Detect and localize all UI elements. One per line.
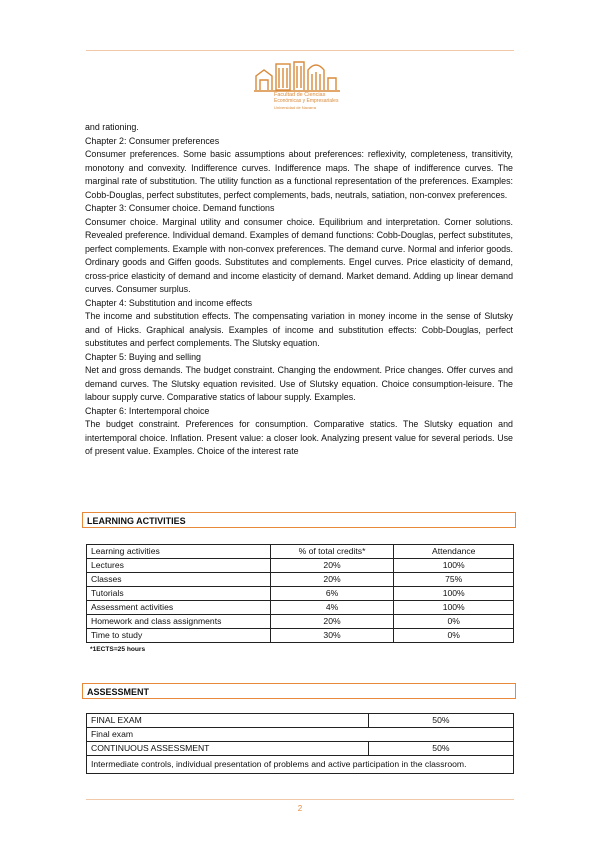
chapter-body: The income and substitution effects. The compensating variation in money income in the sense of Slutsky and of Hicks. Graphical analysis. Examples of income and substitution effects: Cobb-Douglas, perfect substitutes and perfect complements. The Slutsky equation. bbox=[85, 311, 513, 348]
chapter-body: Consumer choice. Marginal utility and consumer choice. Equilibrium and interpretation. Corner solutions. Revealed preference. Individual demand. Examples of demand functions: Cobb-Douglas, perfect substitutes, perfect complements. Example with non-convex preferences. The demand curve. Normal and inferior goods. Ordinary goods and Giffen goods. Substitutes and complements. Engel curves. Price elasticity of demand, cross-price elasticity of demand and income elasticity of demand. Market demand. Adding up linear demand curves. Consumer surplus. bbox=[85, 216, 513, 294]
faculty-logo bbox=[252, 58, 342, 114]
syllabus-text bbox=[85, 121, 513, 459]
credits-cell: 20% bbox=[270, 573, 394, 587]
table-row bbox=[87, 559, 514, 573]
table-row bbox=[87, 573, 514, 587]
header-rule bbox=[86, 50, 514, 51]
attendance-cell: 0% bbox=[394, 615, 514, 629]
credits-cell: 6% bbox=[270, 587, 394, 601]
page-number: 2 bbox=[297, 804, 303, 813]
activity-cell: Tutorials bbox=[87, 587, 271, 601]
chapter-body: Consumer preferences. Some basic assumptions about preferences: reflexivity, completeness, transitivity, monotony and convexity. Indifference curves. Indifference maps. The shape of indifference curves. The marginal rate of substitution. The utility function as a functional representation of the preferences. Examples: Cobb-Douglas, perfect substitutes, perfect complements, bads, neutrals, satiation, non-convex preferences. bbox=[85, 149, 513, 200]
table-row bbox=[87, 756, 514, 774]
assessment-table bbox=[86, 713, 514, 774]
column-header: Learning activities bbox=[87, 545, 271, 559]
table-row bbox=[87, 601, 514, 615]
attendance-cell: 0% bbox=[394, 629, 514, 643]
final-exam-percentage: 50% bbox=[368, 714, 513, 728]
chapter-body: Net and gross demands. The budget constraint. Changing the endowment. Price changes. Offer curves and demand curves. The Slutsky equation revisited. Use of Slutsky equation. Choice consumption-leisure. The labour supply curve. Comparative statics of labour supply. Examples. bbox=[85, 365, 513, 402]
attendance-cell: 100% bbox=[394, 601, 514, 615]
chapter-body: The budget constraint. Preferences for consumption. Comparative statics. The Slutsky equation and intertemporal choice. Inflation. Present value: a closer look. Analyzing present value for several periods. Use of present value. Examples. Choice of the interest rate bbox=[85, 419, 513, 456]
chapter-heading: Chapter 6: Intertemporal choice bbox=[85, 405, 210, 416]
activity-cell: Time to study bbox=[87, 629, 271, 643]
assessment-heading: ASSESSMENT bbox=[82, 683, 516, 699]
learning-activities-heading: LEARNING ACTIVITIES bbox=[82, 512, 516, 528]
table-row bbox=[87, 587, 514, 601]
credits-footnote: *1ECTS=25 hours bbox=[90, 646, 146, 653]
activity-cell: Lectures bbox=[87, 559, 271, 573]
chapter-heading: Chapter 2: Consumer preferences bbox=[85, 135, 220, 146]
column-header: % of total credits* bbox=[270, 545, 394, 559]
attendance-cell: 75% bbox=[394, 573, 514, 587]
chapter-heading: Chapter 3: Consumer choice. Demand functions bbox=[85, 203, 275, 213]
continuous-assessment-description: Intermediate controls, individual presentation of problems and active participation in the classroom. bbox=[87, 756, 514, 774]
final-exam-label: FINAL EXAM bbox=[87, 714, 369, 728]
table-row bbox=[87, 629, 514, 643]
table-row bbox=[87, 728, 514, 742]
credits-cell: 4% bbox=[270, 601, 394, 615]
final-exam-description: Final exam bbox=[87, 728, 514, 742]
continuous-assessment-percentage: 50% bbox=[368, 742, 513, 756]
footer-rule bbox=[86, 799, 514, 800]
table-row bbox=[87, 714, 514, 728]
chapter-heading: Chapter 4: Substitution and income effects bbox=[85, 297, 253, 308]
activity-cell: Homework and class assignments bbox=[87, 615, 271, 629]
credits-cell: 20% bbox=[270, 615, 394, 629]
learning-activities-table bbox=[86, 544, 514, 643]
table-header-row bbox=[87, 545, 514, 559]
building-logo-icon bbox=[252, 58, 342, 92]
logo-text-line-3: Universidad de Navarra bbox=[274, 105, 317, 110]
activity-cell: Classes bbox=[87, 573, 271, 587]
credits-cell: 30% bbox=[270, 629, 394, 643]
logo-text-line-1: Facultad de Ciencias bbox=[274, 92, 326, 98]
column-header: Attendance bbox=[394, 545, 514, 559]
activity-cell: Assessment activities bbox=[87, 601, 271, 615]
table-row bbox=[87, 615, 514, 629]
attendance-cell: 100% bbox=[394, 559, 514, 573]
chapter-heading: Chapter 5: Buying and selling bbox=[85, 351, 201, 362]
syllabus-line: and rationing. bbox=[85, 122, 139, 132]
table-row bbox=[87, 742, 514, 756]
credits-cell: 20% bbox=[270, 559, 394, 573]
attendance-cell: 100% bbox=[394, 587, 514, 601]
logo-text-line-2: Económicas y Empresariales bbox=[274, 98, 339, 104]
continuous-assessment-label: CONTINUOUS ASSESSMENT bbox=[87, 742, 369, 756]
